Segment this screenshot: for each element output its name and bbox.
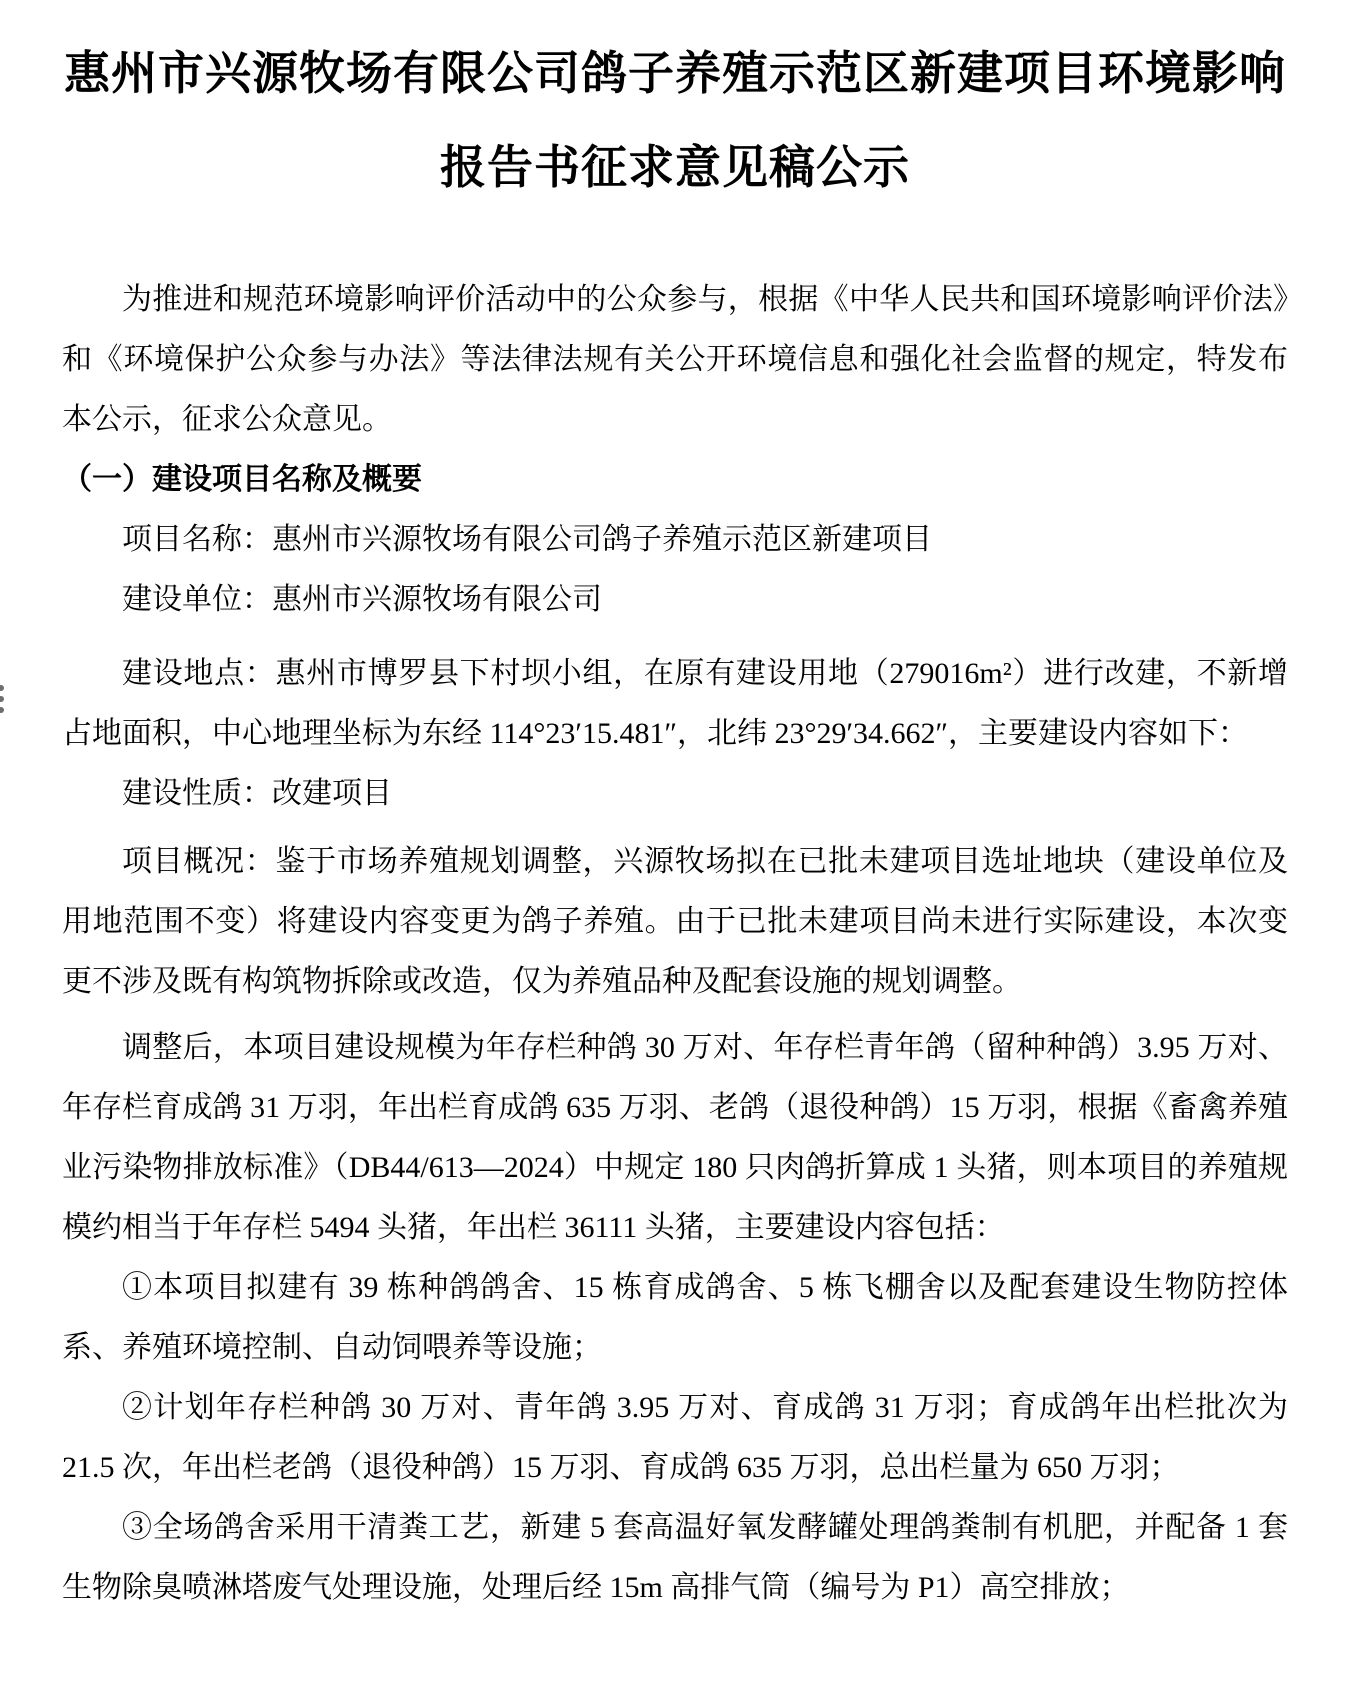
drag-handle-dot <box>0 685 4 691</box>
paragraph-item-1: ①本项目拟建有 39 栋种鸽鸽舍、15 栋育成鸽舍、5 栋飞棚舍以及配套建设生物防控体系、养殖环境控制、自动饲喂养等设施； <box>62 1271 1288 1364</box>
document-title-line-1: 惠州市兴源牧场有限公司鸽子养殖示范区新建项目环境影响 <box>64 46 1286 100</box>
document-title-line-2: 报告书征求意见稿公示 <box>440 140 910 194</box>
paragraph-construction-site: 建设地点：惠州市博罗县下村坝小组，在原有建设用地（279016m²）进行改建，不新增占地面积，中心地理坐标为东经 114°23′15.481″，北纬 23°29′34.662″，主要建设内容如下： <box>62 657 1288 750</box>
paragraph-project-name: 项目名称：惠州市兴源牧场有限公司鸽子养殖示范区新建项目 <box>122 523 932 556</box>
section-1-heading: （一）建设项目名称及概要 <box>62 463 422 496</box>
paragraph-intro: 为推进和规范环境影响评价活动中的公众参与，根据《中华人民共和国环境影响评价法》和《环境保护公众参与办法》等法律法规有关公开环境信息和强化社会监督的规定，特发布本公示，征求公众意见。 <box>62 283 1288 436</box>
paragraph-item-3: ③全场鸽舍采用干清粪工艺，新建 5 套高温好氧发酵罐处理鸽粪制有机肥，并配备 1 套生物除臭喷淋塔废气处理设施，处理后经 15m 高排气筒（编号为 P1）高空排放； <box>62 1511 1288 1604</box>
drag-handle-dot <box>0 696 4 702</box>
paragraph-adjusted-scale: 调整后，本项目建设规模为年存栏种鸽 30 万对、年存栏青年鸽（留种种鸽）3.95 万对、年存栏育成鸽 31 万羽，年出栏育成鸽 635 万羽、老鸽（退役种鸽）15 万羽，根据《畜禽养殖业污染物排放标准》（DB44/613—2024）中规定 180 只肉鸽折算成 1 头猪，则本项目的养殖规模约相当于年存栏 5494 头猪，年出栏 36111 头猪，主要建设内容包括： <box>62 1031 1288 1244</box>
document-title <box>62 26 1288 214</box>
paragraph-construction-unit: 建设单位：惠州市兴源牧场有限公司 <box>122 583 602 616</box>
drag-handle-icon[interactable] <box>0 685 4 713</box>
document-page <box>0 26 1355 1700</box>
document-body <box>62 270 1288 1618</box>
paragraph-construction-nature: 建设性质：改建项目 <box>122 777 392 810</box>
drag-handle-dot <box>0 707 4 713</box>
paragraph-item-2: ②计划年存栏种鸽 30 万对、青年鸽 3.95 万对、育成鸽 31 万羽；育成鸽年出栏批次为 21.5 次，年出栏老鸽（退役种鸽）15 万羽、育成鸽 635 万羽，总出栏量为 650 万羽； <box>62 1391 1288 1484</box>
paragraph-project-overview: 项目概况：鉴于市场养殖规划调整，兴源牧场拟在已批未建项目选址地块（建设单位及用地范围不变）将建设内容变更为鸽子养殖。由于已批未建项目尚未进行实际建设，本次变更不涉及既有构筑物拆除或改造，仅为养殖品种及配套设施的规划调整。 <box>62 845 1288 998</box>
